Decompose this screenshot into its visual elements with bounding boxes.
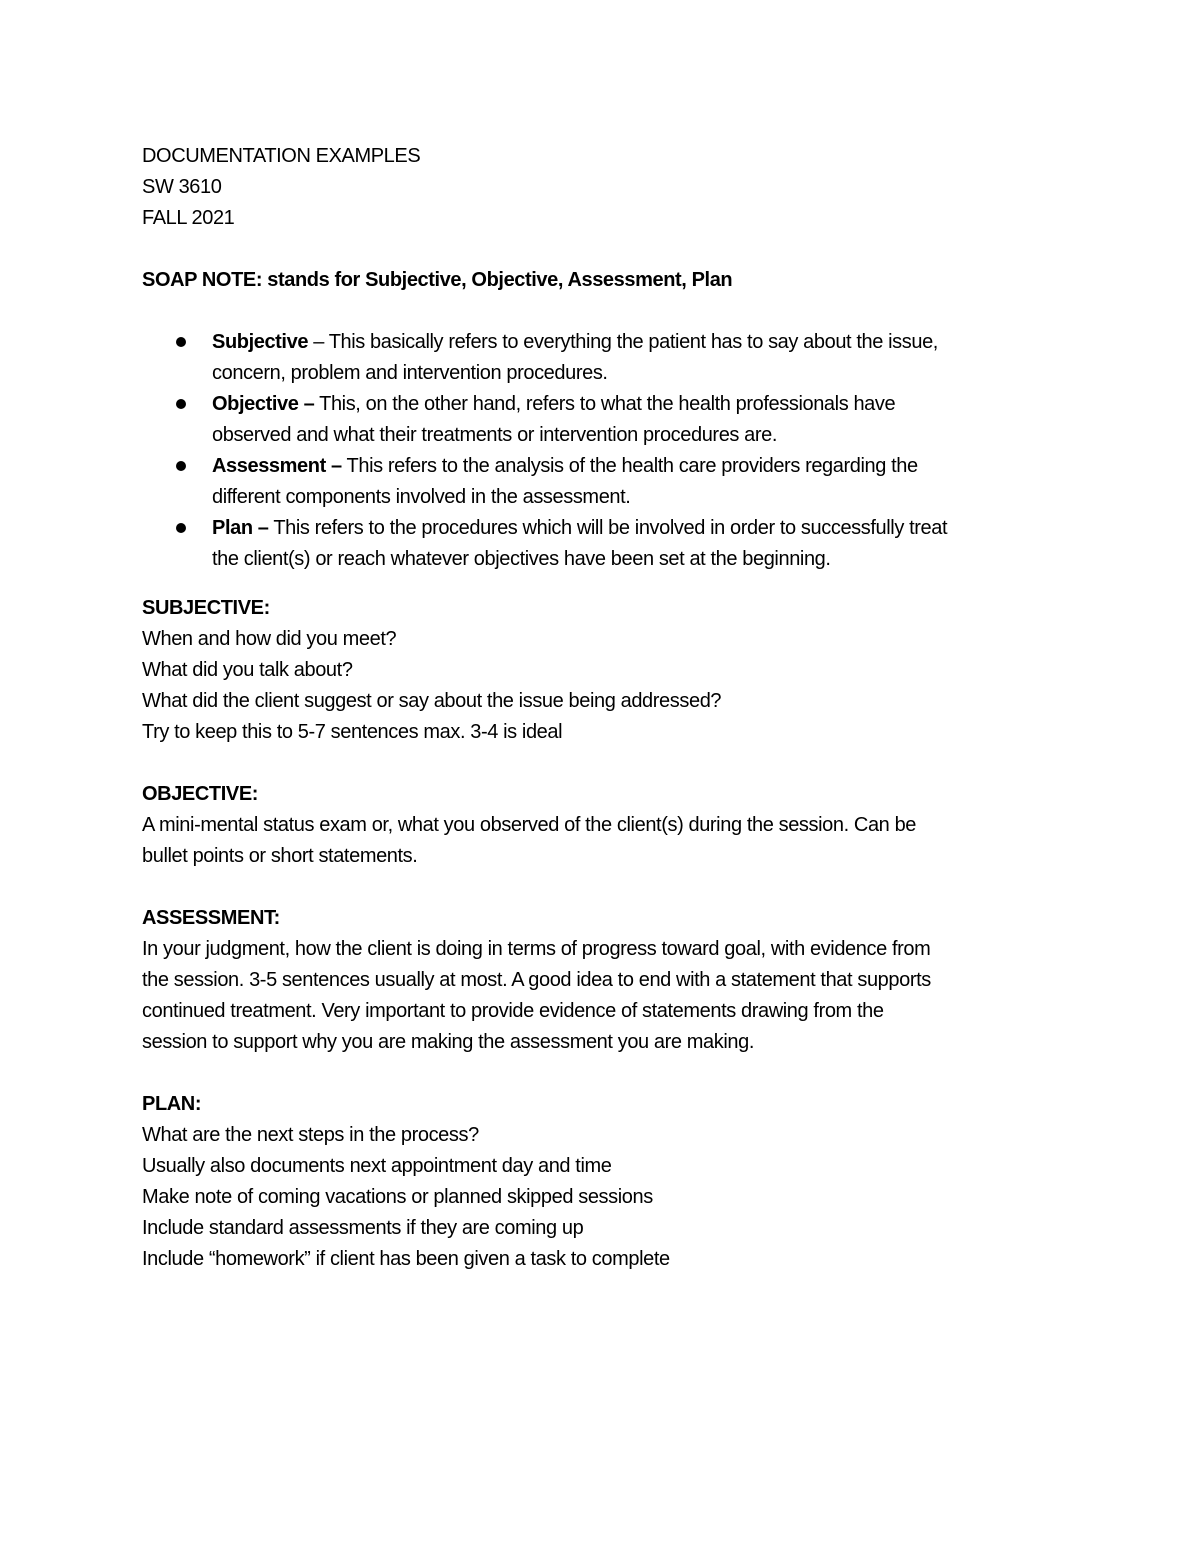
document-body (142, 141, 1062, 1275)
soap-term: Subjective (212, 331, 309, 353)
soap-desc: This, on the other hand, refers to what the health professionals have (314, 393, 896, 415)
soap-desc-cont: the client(s) or reach whatever objectives have been set at the beginning. (212, 548, 831, 570)
section-heading-assessment: ASSESSMENT: (142, 907, 280, 929)
soap-list (142, 327, 1062, 575)
subjective-line: Try to keep this to 5-7 sentences max. 3-4 is ideal (142, 721, 563, 743)
plan-line: What are the next steps in the process? (142, 1124, 479, 1146)
soap-desc-cont: concern, problem and intervention procedures. (212, 362, 608, 384)
soap-item-objective (142, 389, 1062, 451)
section-heading-objective: OBJECTIVE: (142, 783, 259, 805)
objective-line: A mini-mental status exam or, what you observed of the client(s) during the session. Can be (142, 814, 917, 836)
section-heading-subjective: SUBJECTIVE: (142, 597, 270, 619)
section-heading-plan: PLAN: (142, 1093, 202, 1115)
soap-item-subjective (142, 327, 1062, 389)
plan-line: Usually also documents next appointment day and time (142, 1155, 612, 1177)
soap-intro: SOAP NOTE: stands for Subjective, Objective, Assessment, Plan (142, 269, 733, 291)
soap-desc: This refers to the analysis of the health care providers regarding the (341, 455, 918, 477)
soap-desc: – This basically refers to everything the patient has to say about the issue, (308, 331, 938, 353)
soap-term: Assessment – (212, 455, 342, 477)
subjective-line: What did you talk about? (142, 659, 353, 681)
soap-desc: This refers to the procedures which will be involved in order to successfully treat (268, 517, 948, 539)
assessment-line: session to support why you are making the assessment you are making. (142, 1031, 755, 1053)
plan-line: Make note of coming vacations or planned skipped sessions (142, 1186, 653, 1208)
subjective-line: What did the client suggest or say about the issue being addressed? (142, 690, 722, 712)
course-code: SW 3610 (142, 176, 222, 198)
objective-line: bullet points or short statements. (142, 845, 418, 867)
document-title: DOCUMENTATION EXAMPLES (142, 145, 421, 167)
soap-item-plan (142, 513, 1062, 575)
soap-desc-cont: different components involved in the assessment. (212, 486, 631, 508)
term: FALL 2021 (142, 207, 235, 229)
bullet-icon (176, 523, 186, 533)
assessment-line: In your judgment, how the client is doing in terms of progress toward goal, with evidence from (142, 938, 931, 960)
bullet-icon (176, 461, 186, 471)
soap-term: Objective – (212, 393, 315, 415)
bullet-icon (176, 399, 186, 409)
subjective-line: When and how did you meet? (142, 628, 397, 650)
bullet-icon (176, 337, 186, 347)
soap-term: Plan – (212, 517, 269, 539)
soap-item-assessment (142, 451, 1062, 513)
plan-line: Include “homework” if client has been given a task to complete (142, 1248, 670, 1270)
assessment-line: continued treatment. Very important to provide evidence of statements drawing from the (142, 1000, 884, 1022)
assessment-line: the session. 3-5 sentences usually at most. A good idea to end with a statement that supports (142, 969, 931, 991)
plan-line: Include standard assessments if they are coming up (142, 1217, 584, 1239)
soap-desc-cont: observed and what their treatments or intervention procedures are. (212, 424, 778, 446)
